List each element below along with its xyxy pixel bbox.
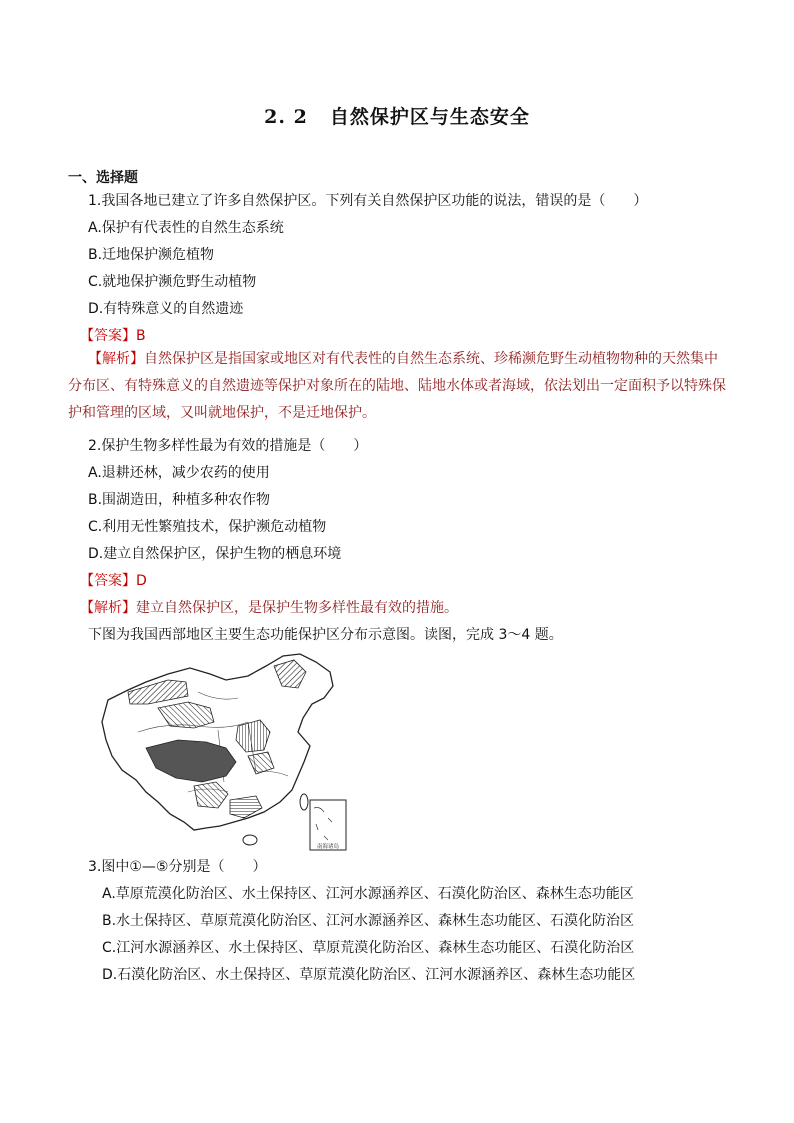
q3-option-a: A.草原荒漠化防治区、水土保持区、江河水源涵养区、石漠化防治区、森林生态功能区 bbox=[102, 886, 634, 902]
section-heading: 一、选择题 bbox=[68, 170, 138, 186]
q1-analysis bbox=[68, 346, 728, 427]
q2-option-a: A.退耕还林，减少农药的使用 bbox=[88, 465, 270, 481]
q2-option-d: D.建立自然保护区，保护生物的栖息环境 bbox=[88, 546, 342, 562]
answer-value: D bbox=[136, 573, 147, 589]
q1-option-a: A.保护有代表性的自然生态系统 bbox=[88, 220, 284, 236]
analysis-text: 建立自然保护区，是保护生物多样性最有效的措施。 bbox=[136, 600, 458, 616]
inset-label: 南海诸岛 bbox=[316, 844, 340, 850]
q1-option-b: B.迁地保护濒危植物 bbox=[88, 247, 215, 263]
china-eco-zones-map bbox=[98, 652, 350, 854]
q2-answer bbox=[80, 571, 147, 591]
q1-answer bbox=[80, 326, 146, 346]
analysis-tag: 【解析】 bbox=[88, 351, 144, 367]
q3-option-d: D.石漠化防治区、水土保持区、草原荒漠化防治区、江河水源涵养区、森林生态功能区 bbox=[102, 967, 636, 983]
q3-option-b: B.水土保持区、草原荒漠化防治区、江河水源涵养区、森林生态功能区、石漠化防治区 bbox=[102, 913, 635, 929]
q1-option-c: C.就地保护濒危野生动植物 bbox=[88, 274, 257, 290]
section-number: 2. 2 bbox=[264, 106, 308, 128]
hainan-island bbox=[243, 835, 257, 845]
answer-tag: 【答案】 bbox=[80, 573, 136, 589]
q3-option-c: C.江河水源涵养区、水土保持区、草原荒漠化防治区、森林生态功能区、石漠化防治区 bbox=[102, 940, 635, 956]
map-intro: 下图为我国西部地区主要生态功能保护区分布示意图。读图，完成 3～4 题。 bbox=[88, 627, 563, 643]
q2-analysis bbox=[80, 598, 458, 618]
q2-option-c: C.利用无性繁殖技术，保护濒危动植物 bbox=[88, 519, 327, 535]
page-title bbox=[0, 102, 794, 129]
q1-option-d: D.有特殊意义的自然遗迹 bbox=[88, 301, 244, 317]
q2-stem: 2.保护生物多样性最为有效的措施是（ ） bbox=[88, 438, 368, 454]
taiwan-island bbox=[300, 794, 308, 810]
answer-value: B bbox=[136, 328, 146, 344]
q3-stem: 3.图中①—⑤分别是（ ） bbox=[88, 859, 267, 875]
analysis-tag: 【解析】 bbox=[80, 600, 136, 616]
answer-tag: 【答案】 bbox=[80, 328, 136, 344]
q2-option-b: B.围湖造田，种植多种农作物 bbox=[88, 492, 271, 508]
q1-stem: 1.我国各地已建立了许多自然保护区。下列有关自然保护区功能的说法，错误的是（ ） bbox=[88, 193, 648, 209]
title-text: 自然保护区与生态安全 bbox=[329, 106, 530, 128]
analysis-text: 自然保护区是指国家或地区对有代表性的自然生态系统、珍稀濒危野生动植物物种的天然集中分布区、有特殊意义的自然遗迹等保护对象所在的陆地、陆地水体或者海域，依法划出一定面积予以特殊保护和管理的区域，又叫就地保护，不是迁地保护。 bbox=[68, 351, 726, 421]
